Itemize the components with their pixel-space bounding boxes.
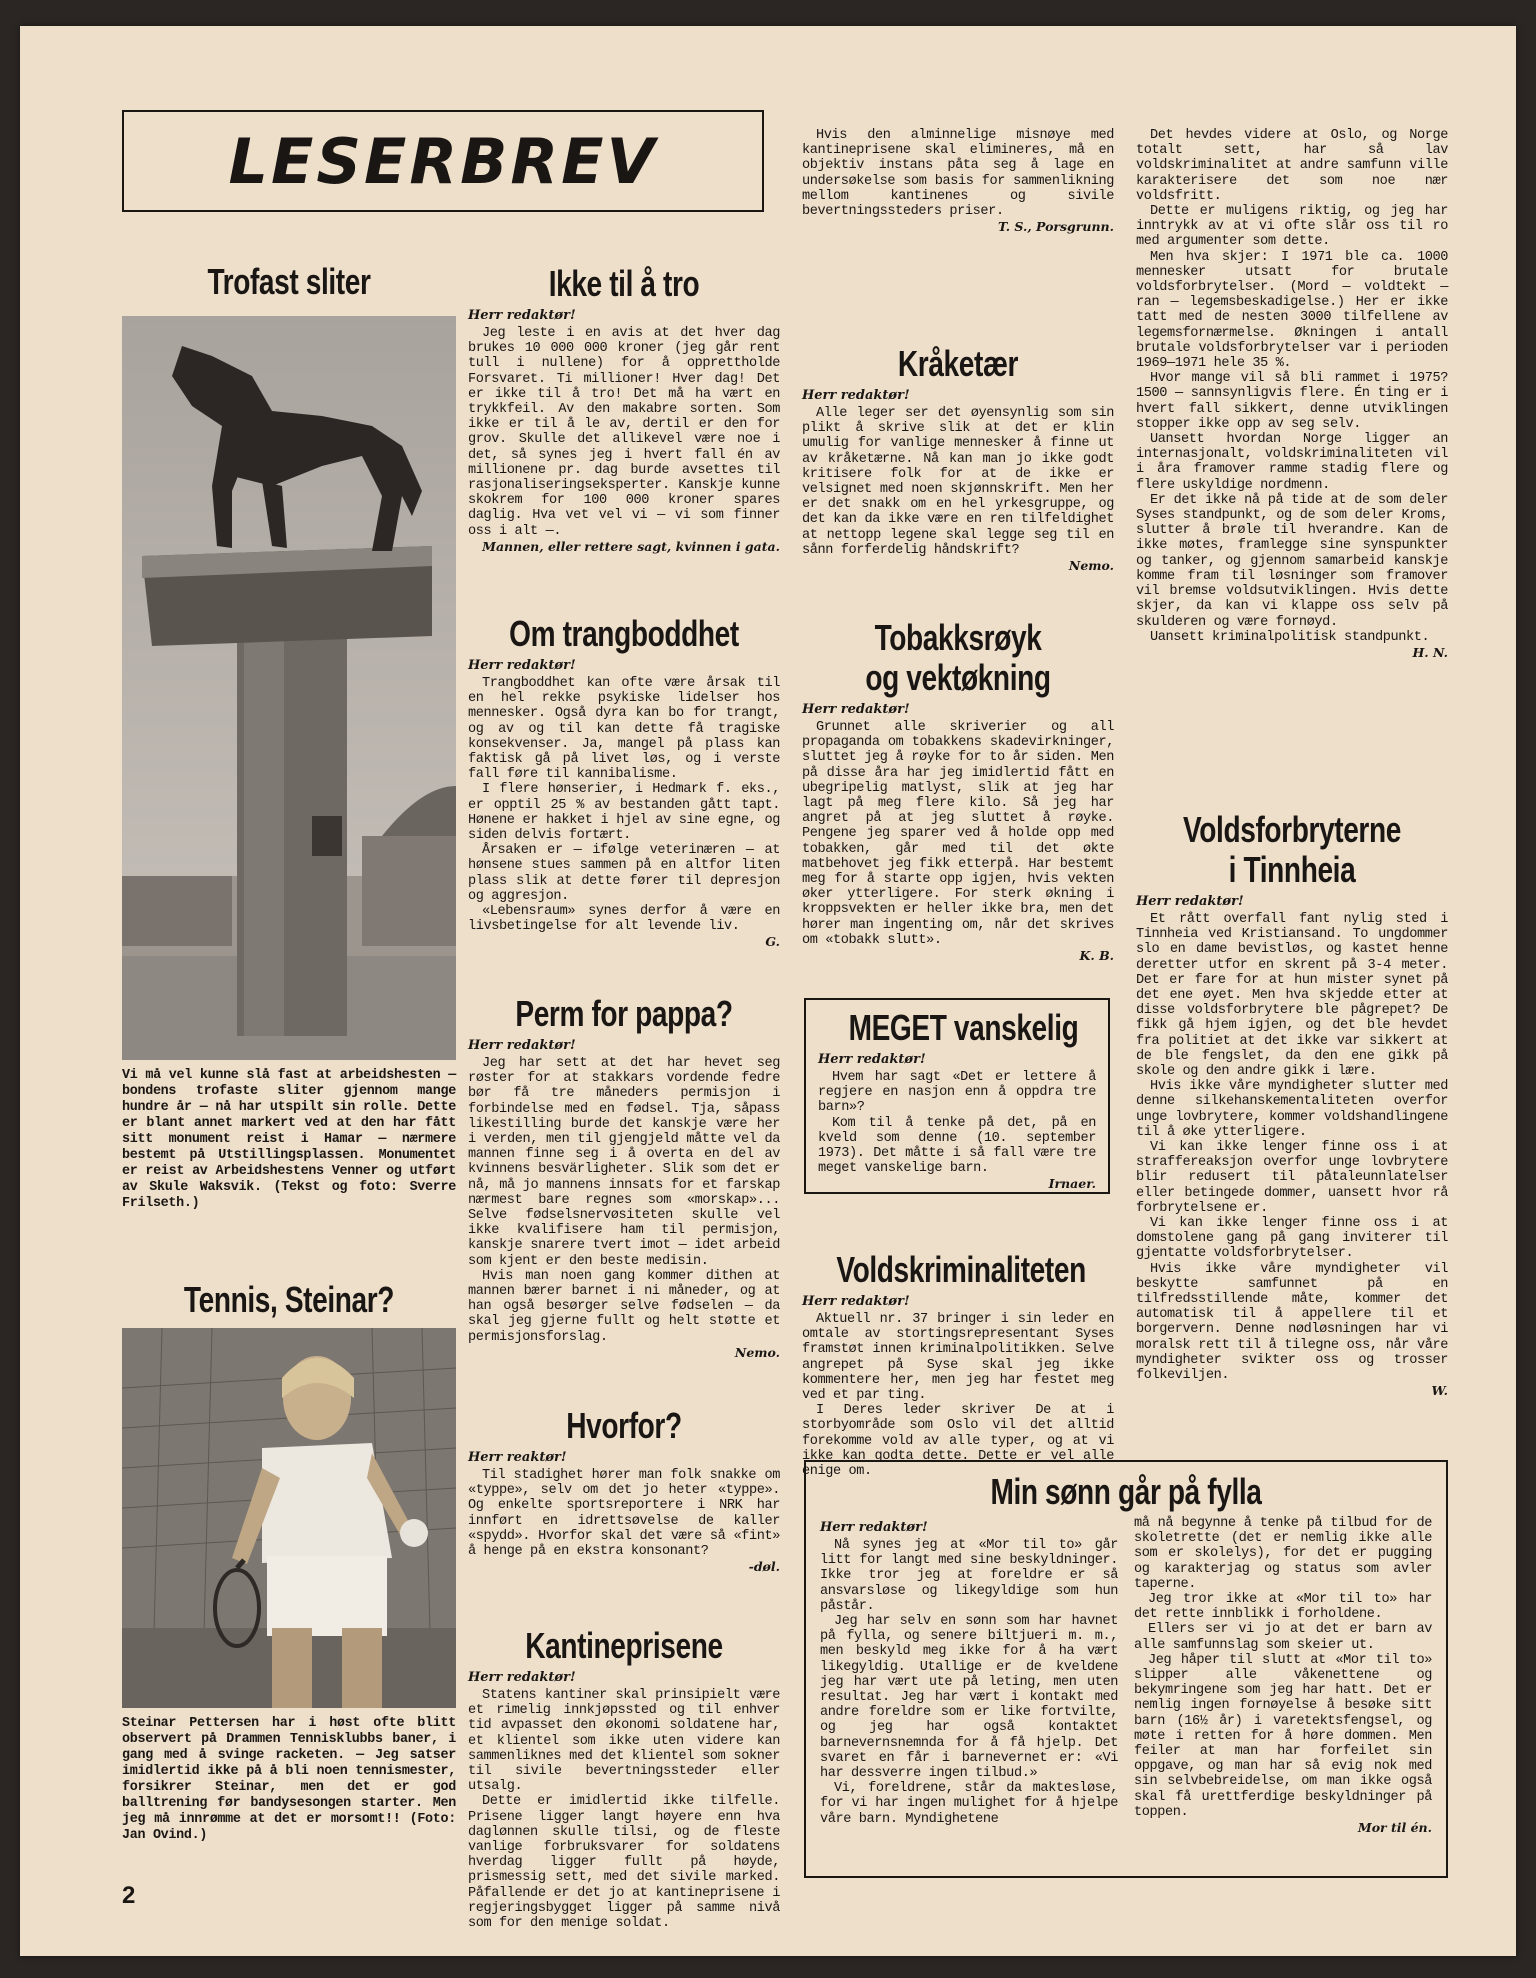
letter-heading: Ikke til å tro	[548, 263, 700, 304]
tennis-player-photo	[122, 1328, 456, 1708]
letter-paragraph: Vi, foreldrene, står da maktesløse, for vi har ingen mulighet for å hjelpe våre barn. Myndighetene	[820, 1781, 1118, 1827]
letter-paragraph: Vi kan ikke lenger finne oss i at domstolene gang på gang inviterer til gjentatte voldsforbrytelser.	[1136, 1216, 1448, 1262]
letter-paragraph: Hvis ikke våre myndigheter slutter med denne silkehanskementaliteten overfor unge lovbrytere, kommer voldshandlingene til å øke ytterligere.	[1136, 1079, 1448, 1140]
letter-paragraph: Statens kantiner skal prinsipielt være et rimelig innkjøpssted og til enhver tid avpasset den økonomi soldatene har, et klientel som ikke uten videre kan sammenliknes med det klientel som sokner til sivile bevertningssteder eller utsalg.	[468, 1688, 780, 1795]
letter-heading: Kantineprisene	[525, 1625, 723, 1666]
letter-body	[802, 128, 1114, 219]
letter-salutation: Herr redaktør!	[802, 388, 910, 403]
letter-signature: K. B.	[1079, 948, 1114, 964]
letter-heading: Voldsforbryterne i Tinnheia	[1183, 809, 1401, 890]
letter-trangboddhet	[468, 614, 780, 949]
letter-body	[802, 406, 1114, 558]
letter-paragraph: Vi kan ikke lenger finne oss i at straffereaksjon overfor unge lovbrytere blir redusert til påtaleunnlatelser eller betingede dommer, uansett hvor rå forbrytelsene er.	[1136, 1140, 1448, 1216]
letter-paragraph: Trangboddhet kan ofte være årsak til en hel rekke psykiske lidelser hos mennesker. Også dyra kan bo for trangt, og av og til kan dette få tragiske konsekvenser. Ja, mangel på plass kan faktisk gå på livet løs, og i verste fall føre til kannibalisme.	[468, 676, 780, 783]
letter-salutation: Herr reaktør!	[468, 1450, 567, 1465]
caption-horse: Vi må vel kunne slå fast at arbeidshesten — bondens trofaste sliter gjennom mange hundre år — nå har utspilt sin rolle. Dette er blant annet markert ved at den har fått sitt monument reist i Hamar — nærmere bestemt på Utstillingsplassen. Monumentet er reist av Arbeidshestens Venner og utført av Skule Waksvik. (Tekst og foto: Sverre Frilseth.)	[122, 1068, 456, 1211]
letter-column-left	[820, 1516, 1118, 1835]
letter-paragraph: Årsaken er — ifølge veterinæren — at hønsene stues sammen på en altfor liten plass slik at dette fører til depresjon og aggresjon.	[468, 843, 780, 904]
letter-tobakksroyk	[802, 618, 1114, 963]
letter-salutation: Herr redaktør!	[802, 1294, 910, 1309]
letter-paragraph: Er det ikke nå på tide at de som deler Syses standpunkt, og de som deler Kroms, slutter å brøle til hverandre. Kan de ikke møtes, framlegge sine synspunkter og tanker, og gjennom samarbeid kanskje komme fram til løsninger som framover vil bremse voldsutviklingen. Hvis dette skjer, da kan vi klappe oss selv på skulderen og være fornøyd.	[1136, 492, 1448, 630]
letter-paragraph: Grunnet alle skriverier og all propaganda om tobakkens skadevirkninger, sluttet jeg å røyke for to år siden. Men på disse åra har jeg imidlertid fått en ubegripelig matlyst, slik at jeg har lagt på meg flere kilo. Så jeg har angret på at jeg sluttet å røyke. Pengene jeg sparer ved å holde opp med tobakken, går med til det økte matbehovet jeg fikk etterpå. Har bestemt meg for å starte opp igjen, hvis vekten øker ytterligere. For sterk økning i kroppsvekten er heller ikke bra, men det hører man ingenting om, når det skrives om «tobakk slutt».	[802, 720, 1114, 948]
letter-heading: Tobakksrøyk og vektøkning	[865, 617, 1051, 698]
letter-paragraph: Hvor mange vil så bli rammet i 1975? 1500 — sannsynligvis flere. Én ting er i hvert fall sikkert, denne utviklingen stopper ikke opp av seg selv.	[1136, 371, 1448, 432]
letter-signature: W.	[1431, 1383, 1448, 1399]
letter-paragraph: Dette er imidlertid ikke tilfelle. Prisene ligger langt høyere enn hva daglønnen skulle tilsi, og de fleste vanlige forbruksvarer for soldatens hverdag ligger fullt på høyde, prismessig sett, med det sivile marked. Påfallende er det jo at kantineprisene i regjeringsbygget ligger på samme nivå som for den menige soldat.	[468, 1794, 780, 1932]
letter-paragraph: Hvem har sagt «Det er lettere å regjere en nasjon enn å oppdra tre barn»?	[818, 1070, 1096, 1116]
letter-paragraph: Jeg håper til slutt at «Mor til to» slipper alle våkenettene og bekymringene som jeg har hatt. Det er nemlig ingen fornøyelse å besøke sitt barn (16½ år) i varetektsfengsel, og møte i retten for å høre dommen. Men feiler at man har forfeilet sin oppgave, og man har så evig nok med sin selvbebreidelse, om man ikke også skal få urettferdige beskyldninger på toppen.	[1134, 1652, 1432, 1820]
letter-signature: T. S., Porsgrunn.	[998, 219, 1114, 235]
letter-paragraph: Nå synes jeg at «Mor til to» går litt for langt med sine beskyldninger. Ikke tror jeg at foreldre er så ansvarsløse og likegyldige som hun påstår.	[820, 1538, 1118, 1614]
letter-hvorfor	[468, 1406, 780, 1574]
letter-paragraph: Det hevdes videre at Oslo, og Norge totalt sett, har så lav voldskriminalitet at andre samfunn ville karakterisere det som noe nær voldsfritt.	[1136, 128, 1448, 204]
letter-min-sonn-box	[804, 1460, 1448, 1878]
letter-salutation: Herr redaktør!	[468, 1670, 576, 1685]
letter-signature: Nemo.	[734, 1344, 780, 1360]
letter-salutation: Herr redaktør!	[468, 658, 576, 673]
letter-kantineprisene-continued	[802, 128, 1114, 234]
letter-salutation: Herr redaktør!	[468, 308, 576, 323]
letter-salutation: Herr redaktør!	[820, 1520, 928, 1535]
letter-paragraph: Jeg tror ikke at «Mor til to» har det rette innblikk i forholdene.	[1134, 1592, 1432, 1623]
letter-paragraph: Uansett hvordan Norge ligger an internasjonalt, voldskriminaliteten vil i åra framover ramme stadig flere og flere uskyldige nordmenn.	[1136, 432, 1448, 493]
letter-signature: -døl.	[748, 1559, 780, 1575]
letter-paragraph: Aktuell nr. 37 bringer i sin leder en omtale av stortingsrepresentant Syses framstøt innen kriminalpolitikken. Selve angrepet på Syse skal jeg ikke kommentere her, men jeg har festet meg ved et par ting.	[802, 1312, 1114, 1404]
letter-paragraph: Men hva skjer: I 1971 ble ca. 1000 mennesker utsatt for brutale voldsforbrytelser. (Mord — voldtekt — ran — legemsbeskadigelse.) Her er ikke tatt med de nesten 3000 tilfellene av legemsfornærmelse. Økningen i antall brutale voldsforbrytelser var i perioden 1969—1971 hele 35 %.	[1136, 249, 1448, 372]
letter-meget-vanskelig-box	[804, 998, 1110, 1194]
letter-heading: Hvorfor?	[566, 1405, 682, 1446]
letter-body	[468, 1468, 780, 1559]
letter-body	[1136, 912, 1448, 1383]
letter-salutation: Herr redaktør!	[1136, 894, 1244, 909]
letter-salutation: Herr redaktør!	[818, 1052, 926, 1067]
letter-voldskriminaliteten-continued	[1136, 128, 1448, 660]
letter-paragraph: Et rått overfall fant nylig sted i Tinnheia ved Kristiansand. To ungdommer slo en dame bevistløs, og kastet henne deretter utfor en skrent på 3-4 meter. Det er fare for at hun mister synet på det ene øyet. Men hva skjedde etter at disse voldsforbrytere ble pågrepet? De fikk gå hjem igjen, og det ble hevdet fra politiet at det ikke var sikkert at de ble fengslet, da den ene gikk på skole og den andre gikk i lære.	[1136, 912, 1448, 1080]
letter-heading: MEGET vanskelig	[848, 1007, 1079, 1048]
letter-column-right	[1134, 1516, 1432, 1835]
tennis-player-image	[122, 1328, 456, 1708]
masthead-title: LESERBREV	[228, 124, 658, 198]
horse-statue-image	[122, 316, 456, 1060]
letter-paragraph: «Lebensraum» synes derfor å være en livsbetingelse for alt levende liv.	[468, 904, 780, 935]
photo-story-tennis	[122, 1280, 456, 1320]
letter-body	[468, 1688, 780, 1931]
letter-paragraph: Dette er muligens riktig, og jeg har inntrykk av at vi ofte slår oss til ro med argumenter som dette.	[1136, 204, 1448, 250]
letter-body	[1136, 128, 1448, 645]
letter-body	[818, 1070, 1096, 1176]
letter-paragraph: I Deres leder skriver De at i storbyområde som Oslo vil det alltid forekomme vold av alle typer, og at vi ikke kan godta dette. Dette er vel alle enige om.	[802, 1403, 1114, 1480]
letter-heading: Voldskriminaliteten	[836, 1249, 1086, 1290]
letter-signature: Irnaer.	[1048, 1176, 1096, 1192]
letter-signature: G.	[765, 934, 780, 950]
letter-paragraph: Jeg har selv en sønn som har havnet på fylla, og senere biltjueri m. m., men beskyld meg ikke for å ha vært likegyldig. Utallige er de kveldene jeg har vært ute på leting, men uten resultat. Jeg har vært i kontakt med andre foreldre som er like fortvilte, og jeg har også kontaktet barnevernsnemnda for å få hjelp. Det svaret en får i barnevernet er: «Vi har dessverre ingen tilbud.»	[820, 1614, 1118, 1782]
letter-body	[802, 720, 1114, 948]
horse-statue-photo	[122, 316, 456, 1060]
page-number: 2	[122, 1882, 136, 1909]
letter-signature: Mannen, eller rettere sagt, kvinnen i gata.	[482, 538, 780, 554]
letter-salutation: Herr redaktør!	[468, 1038, 576, 1053]
letter-paragraph: Hvis ikke våre myndigheter vil beskytte samfunnet på en tilfredsstillende måte, kommer det automatisk til å appellere til et borgervern. Denne nødløsningen har vi moralsk rett til å tilegne oss, når våre myndigheter svikter oss og trosser folkeviljen.	[1136, 1261, 1448, 1384]
letter-paragraph: Til stadighet hører man folk snakke om «typpe», selv om det jo heter «typpe». Og enkelte sportsreportere i NRK har innført en idrettsøvelse de kaller «spydd». Hvorfor skal det være så «fint» å henge på en ekstra konsonant?	[468, 1468, 780, 1560]
masthead	[122, 110, 764, 212]
letter-kantineprisene	[468, 1626, 780, 1931]
letter-signature: H. N.	[1412, 644, 1448, 660]
letter-columns	[820, 1516, 1432, 1835]
heading-tennis: Tennis, Steinar?	[183, 1279, 395, 1320]
letter-paragraph: I flere hønserier, i Hedmark f. eks., er opptil 25 % av bestanden gått tapt. Hønene er hakket i hjel av sine egne, og siden delvis fortært.	[468, 782, 780, 844]
letter-signature: Mor til én.	[1357, 1820, 1432, 1836]
letter-paragraph: Uansett kriminalpolitisk standpunkt.	[1150, 629, 1430, 645]
letter-kraketaer	[802, 344, 1114, 573]
letter-heading: Kråketær	[897, 343, 1019, 384]
heading-trofast: Trofast sliter	[207, 261, 371, 302]
letter-body	[468, 1056, 780, 1345]
photo-story-horse	[122, 262, 456, 302]
letter-paragraph: Hvis den alminnelige misnøye med kantineprisene skal elimineres, må en objektiv instans påta seg å lage en undersøkelse som basis for sammenlikning mellom kantinenes og sivile bevertningssteders priser.	[802, 128, 1114, 220]
newspaper-page	[20, 26, 1516, 1956]
letter-body	[820, 1538, 1118, 1827]
letter-body	[802, 1312, 1114, 1479]
letter-signature: Nemo.	[1068, 558, 1114, 574]
letter-paragraph: Kom til å tenke på det, på en kveld som denne (10. september 1973). Det måtte i så fall være tre meget vanskelige barn.	[818, 1115, 1096, 1177]
letter-heading: Perm for pappa?	[515, 993, 733, 1034]
letter-perm-for-pappa	[468, 994, 780, 1360]
letter-paragraph: må nå begynne å tenke på tilbud for de skoletrette (det er nemlig ikke alle som er skolelys), for det er pugging og karakterjag og status som avler taperne.	[1134, 1516, 1432, 1592]
caption-tennis: Steinar Pettersen har i høst ofte blitt observert på Drammen Tennisklubbs baner, i gang med å svinge racketen. — Jeg satser imidlertid ikke på å bli noen tennismester, forsikrer Steinar, men det er god balltrening før bandysesongen starter. Men jeg må innrømme at det er morsomt!! (Foto: Jan Ovind.)	[122, 1716, 456, 1843]
letter-heading: Om trangboddhet	[509, 613, 739, 654]
letter-salutation: Herr redaktør!	[802, 702, 910, 717]
letter-paragraph: Jeg har sett at det har hevet seg røster for at stakkars vordende fedre bør få tre måneders permisjon i forbindelse med en fødsel. Tja, såpass likestilling burde det kanskje være her i verden, men til gjengjeld måtte vel da mannen finne seg i å overta en del av kvinnens besvärligheter. Slik som det er nå, må jo mannens innsats for et farskap nærmest bare regnes som «morskap»... Selve fødselsnervøsiteten skulle vel ikke kvalifisere ham til permisjon, kanskje snarere tvert imot — idet arbeid som kjent er den beste medisin.	[468, 1056, 780, 1269]
letter-body	[468, 676, 780, 934]
letter-heading: Min sønn går på fylla	[990, 1471, 1262, 1512]
letter-paragraph: Alle leger ser det øyensynlig som sin plikt å skrive slik at det er klin umulig for vanlige mennesker å finne ut av kråketærne. Nå kan man jo ikke godt kritisere folk for at de ikke er velsignet med noen skjønnskrift. Men her er det snakk om en hel yrkesgruppe, og det kan da ikke være en ren tilfeldighet at nettopp legene skal legge seg til en sånn forferdelig håndskrift?	[802, 406, 1114, 558]
letter-paragraph: Hvis man noen gang kommer dithen at mannen bærer barnet i ni måneder, og at han også besørger selve fødselen — da skal jeg gjerne fullt og helt støtte et permisjonsforslag.	[468, 1268, 780, 1345]
letter-ikke-til-a-tro	[468, 264, 780, 554]
letter-voldsforbryterne-tinnheia	[1136, 810, 1448, 1398]
letter-paragraph: Jeg leste i en avis at det hver dag brukes 10 000 000 kroner (jeg går rent tull i nullene) for å opprettholde Forsvaret. Ti millioner! Hver dag! Det er ikke til å tro! Det må ha vært en trykkfeil. Av den makabre sorten. Som ikke er til å le av, dertil er den for grov. Skulle det allikevel være noe i det, så synes jeg i hvert fall én av millionene pr. dag burde avsettes til rasjonaliseringseksperter. Kanskje kunne skokrem for 100 000 kroner spares daglig. Hva vet vel vi — vi som finner oss i alt —.	[468, 326, 780, 539]
letter-voldskriminaliteten	[802, 1250, 1114, 1479]
letter-body	[468, 326, 780, 539]
letter-paragraph: Ellers ser vi jo at det er barn av alle samfunnslag som skeier ut.	[1134, 1622, 1432, 1653]
letter-body	[1134, 1516, 1432, 1820]
